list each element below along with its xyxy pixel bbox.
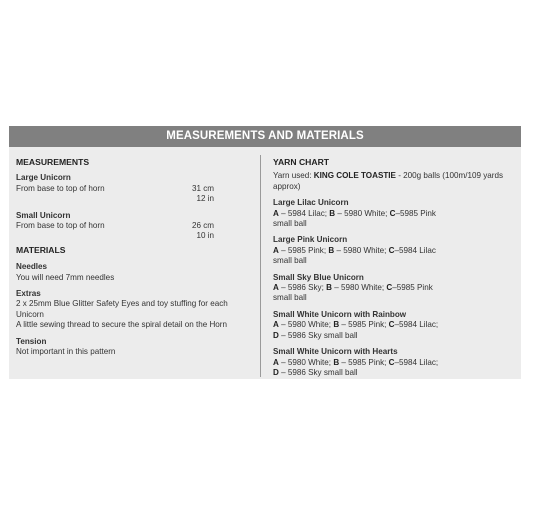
yarn-unicorn-colors: A – 5986 Sky; B – 5980 White; C–5985 Pink	[273, 283, 433, 293]
yarn-unicorn-colors: A – 5980 White; B – 5985 Pink; C–5984 Lilac;	[273, 357, 439, 367]
yarn-chart-heading: YARN CHART	[273, 157, 330, 167]
yarn-used-line	[273, 171, 513, 181]
small-unicorn-row-in	[16, 231, 251, 241]
small-unicorn-cm: 26 cm	[191, 221, 214, 231]
yarn-unicorn-colors: A – 5980 White; B – 5985 Pink; C–5984 Lilac;	[273, 320, 439, 330]
left-column	[16, 157, 251, 358]
column-divider	[260, 155, 261, 377]
large-unicorn-cm: 31 cm	[191, 183, 214, 193]
yarn-unicorn-title: Large Pink Unicorn	[273, 235, 348, 245]
yarn-unicorn-colors-rest: small ball	[273, 256, 307, 266]
tension-title: Tension	[16, 336, 47, 346]
yarn-unicorn-title: Small White Unicorn with Rainbow	[273, 309, 407, 319]
extras-line-1: 2 x 25mm Blue Glitter Safety Eyes and toy stuffing for each	[16, 299, 228, 309]
right-column	[273, 157, 513, 378]
yarn-unicorn-title: Small White Unicorn with Hearts	[273, 347, 398, 357]
yarn-unicorn-colors-rest: D – 5986 Sky small ball	[273, 367, 358, 377]
yarn-used-prefix: Yarn used:	[273, 171, 314, 181]
yarn-brand: KING COLE TOASTIE	[313, 171, 396, 181]
extras-line-2: Unicorn	[16, 309, 44, 319]
tension-text: Not important in this pattern	[16, 347, 116, 357]
measurements-materials-panel	[9, 126, 521, 379]
large-unicorn-label: From base to top of horn	[16, 183, 105, 193]
yarn-unicorn-colors: A – 5985 Pink; B – 5980 White; C–5984 Lilac	[273, 245, 436, 255]
needles-title: Needles	[16, 262, 48, 272]
materials-heading: MATERIALS	[16, 244, 66, 255]
extras-line-3: A little sewing thread to secure the spiral detail on the Horn	[16, 320, 228, 330]
yarn-unicorn-colors-rest: D – 5986 Sky small ball	[273, 330, 358, 340]
small-unicorn-title: Small Unicorn	[16, 210, 71, 220]
section-title: MEASUREMENTS AND MATERIALS	[9, 126, 521, 147]
yarn-unicorn-colors-rest: small ball	[273, 219, 307, 229]
yarn-used-line-2: approx)	[273, 181, 301, 191]
small-unicorn-row	[16, 221, 251, 231]
large-unicorn-row-in	[16, 194, 251, 204]
yarn-used-suffix: - 200g balls (100m/109 yards	[395, 171, 504, 181]
large-unicorn-title: Large Unicorn	[16, 173, 71, 183]
yarn-unicorn-title: Large Lilac Unicorn	[273, 198, 349, 208]
large-unicorn-in: 12 in	[196, 194, 214, 204]
yarn-unicorn-colors: A – 5984 Lilac; B – 5980 White; C–5985 Pink	[273, 208, 436, 218]
small-unicorn-label: From base to top of horn	[16, 221, 105, 231]
extras-title: Extras	[16, 289, 41, 299]
large-unicorn-row	[16, 184, 251, 194]
yarn-unicorn-title: Small Sky Blue Unicorn	[273, 272, 364, 282]
yarn-unicorn-colors-rest: small ball	[273, 293, 307, 303]
needles-text: You will need 7mm needles	[16, 272, 115, 282]
measurements-heading: MEASUREMENTS	[16, 157, 90, 167]
small-unicorn-in: 10 in	[196, 231, 214, 241]
